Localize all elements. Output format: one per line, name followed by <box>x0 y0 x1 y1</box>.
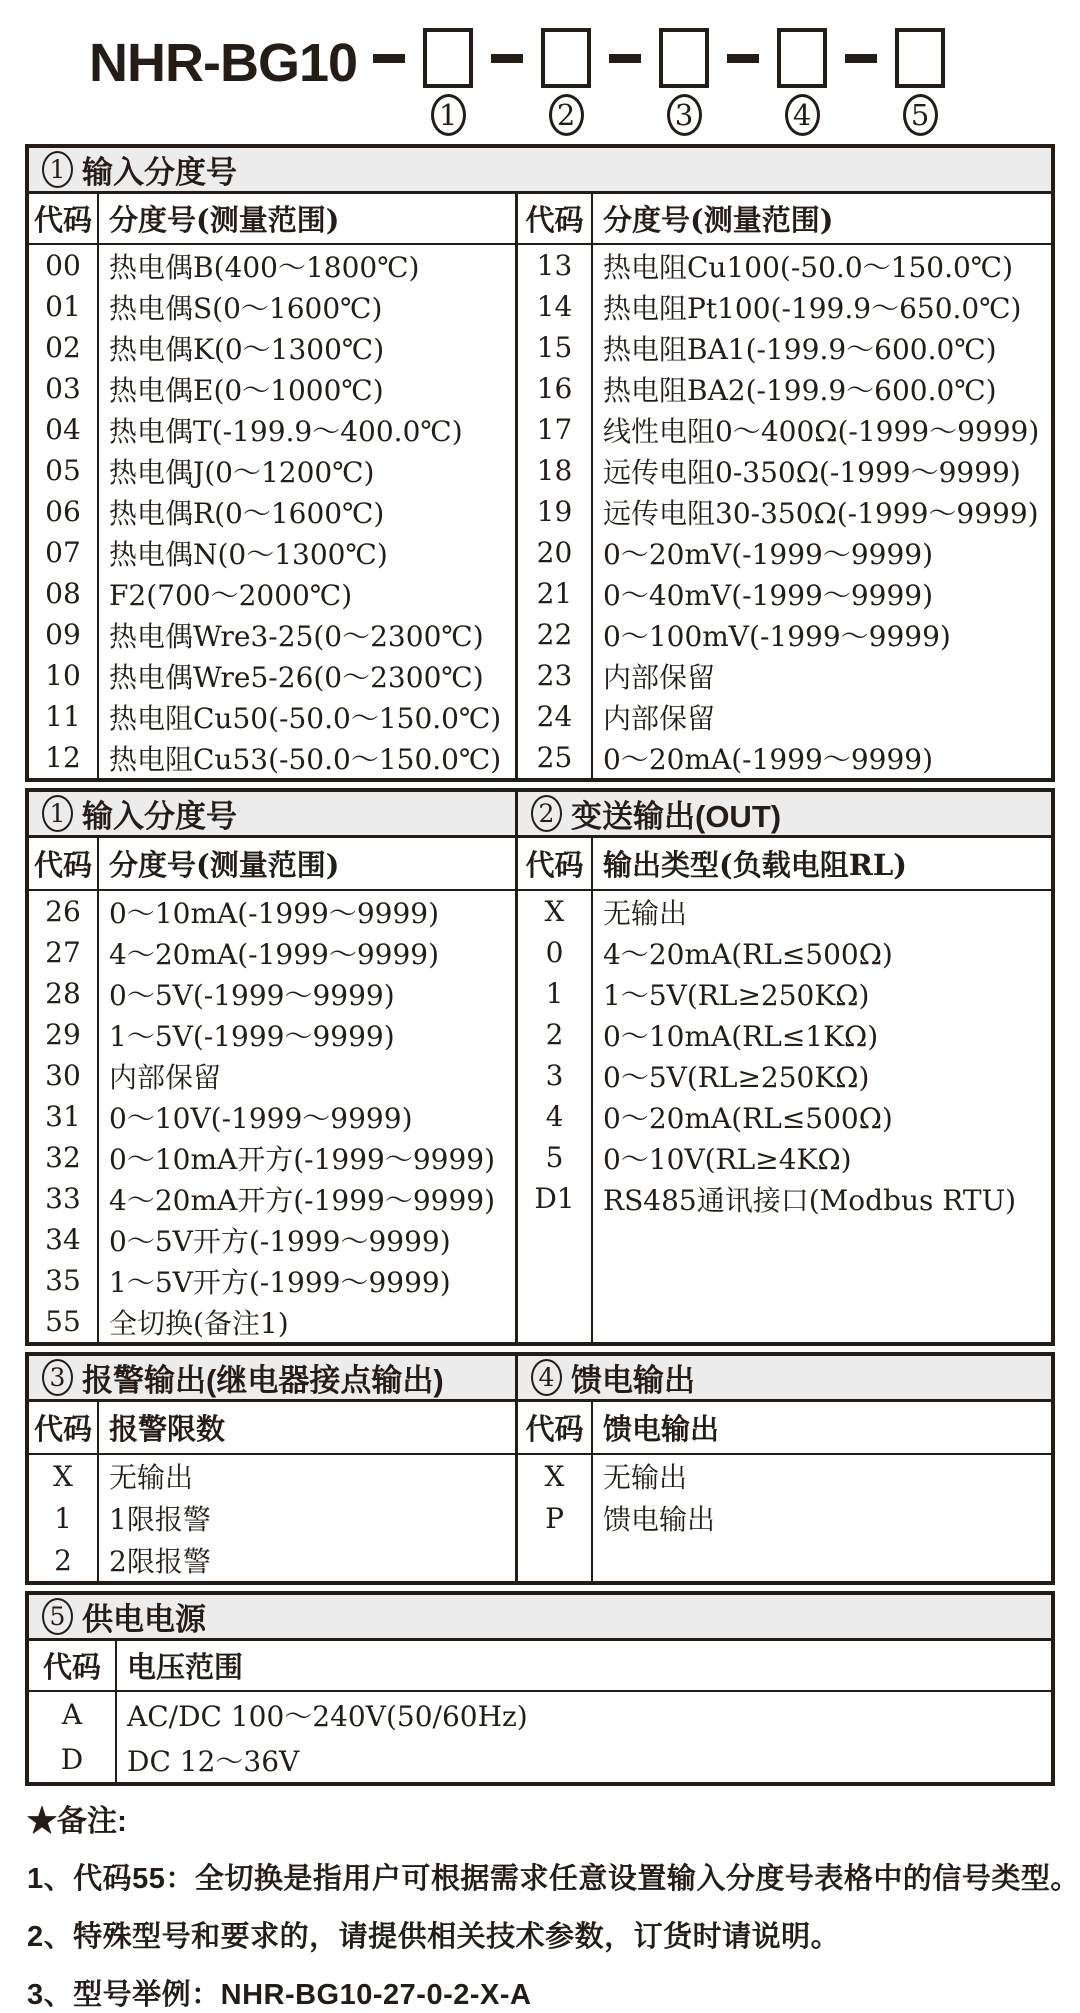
code-column-header: 代码 <box>518 838 593 889</box>
section-input-codes-1 <box>25 144 1055 782</box>
code-column-header: 代码 <box>29 194 99 243</box>
section-1-left-table <box>29 194 518 778</box>
table-row <box>29 286 515 327</box>
model-segment-column <box>421 26 475 136</box>
model-segment-column <box>657 26 711 136</box>
row-desc-cell: 0～10mA(RL≤1KΩ) <box>603 1019 879 1053</box>
row-code-cell: 24 <box>518 696 593 737</box>
table-row <box>29 1455 515 1497</box>
row-code-cell: 14 <box>518 286 593 327</box>
row-code-cell: 03 <box>29 368 99 409</box>
row-desc-cell: 热电偶E(0～1000℃) <box>109 373 384 407</box>
table-row <box>518 891 1051 932</box>
row-code-cell: 28 <box>29 973 99 1014</box>
footnote-item: 2、特殊型号和要求的，请提供相关技术参数，订货时请说明。 <box>27 1921 841 1953</box>
table-row <box>29 1301 515 1342</box>
model-segment-column <box>893 26 947 136</box>
row-desc-cell: 热电阻BA1(-199.9～600.0℃) <box>603 332 997 366</box>
row-desc-cell: 0～20mA(RL≤500Ω) <box>603 1101 893 1135</box>
row-desc-cell: 0～5V(-1999～9999) <box>109 978 395 1012</box>
table-row <box>518 1178 1051 1219</box>
table-row <box>29 932 515 973</box>
table-row <box>518 409 1051 450</box>
table-row <box>29 1219 515 1260</box>
table-row <box>518 1096 1051 1137</box>
row-desc-cell: 线性电阻0～400Ω(-1999～9999) <box>603 414 1040 448</box>
model-segment <box>475 26 593 136</box>
row-code-cell: 27 <box>29 932 99 973</box>
section-alarm-and-feed-output <box>25 1352 1055 1585</box>
circled-4-icon: 4 <box>531 1359 562 1396</box>
row-desc-cell: 0～5V开方(-1999～9999) <box>109 1224 451 1258</box>
table-row <box>518 696 1051 737</box>
row-code-cell: 06 <box>29 491 99 532</box>
row-desc-cell: 0～5V(RL≥250KΩ) <box>603 1060 870 1094</box>
row-code-cell: 34 <box>29 1219 99 1260</box>
table-row <box>518 655 1051 696</box>
row-desc-cell: 热电偶S(0～1600℃) <box>109 291 383 325</box>
empty-code-cell <box>518 1219 593 1342</box>
table-row <box>29 573 515 614</box>
row-code-cell: 07 <box>29 532 99 573</box>
row-desc-cell: F2(700～2000℃) <box>109 578 353 612</box>
section-34-title-bar <box>29 1356 1051 1402</box>
row-code-cell: 5 <box>518 1137 593 1178</box>
table-row <box>29 614 515 655</box>
section-2-right-title <box>518 792 1051 835</box>
row-code-cell: 15 <box>518 327 593 368</box>
row-desc-cell: 远传电阻0-350Ω(-1999～9999) <box>603 455 1021 489</box>
footnotes <box>25 1796 1080 2013</box>
table-row <box>29 368 515 409</box>
row-code-cell: 17 <box>518 409 593 450</box>
empty-filler-row <box>518 1539 1051 1581</box>
table-row <box>29 696 515 737</box>
column-header-row <box>518 194 1051 245</box>
section-2-left-table <box>29 838 518 1342</box>
circled-1-icon: 1 <box>42 151 73 188</box>
row-code-cell: D <box>29 1737 117 1782</box>
row-desc-cell: 0～10mA开方(-1999～9999) <box>109 1142 496 1176</box>
row-code-cell: 55 <box>29 1301 99 1342</box>
section-34-body <box>29 1402 1051 1581</box>
row-desc-cell: 远传电阻30-350Ω(-1999～9999) <box>603 496 1039 530</box>
row-code-cell: A <box>29 1692 117 1737</box>
table-row <box>29 1260 515 1301</box>
code-column-header: 代码 <box>29 1402 99 1453</box>
row-desc-cell: 馈电输出 <box>603 1503 716 1536</box>
row-code-cell: 2 <box>29 1539 99 1581</box>
column-header-row <box>29 838 515 891</box>
table-row <box>518 532 1051 573</box>
row-desc-cell: 内部保留 <box>603 701 716 735</box>
row-desc-cell: 热电阻BA2(-199.9～600.0℃) <box>603 373 997 407</box>
row-code-cell: 18 <box>518 450 593 491</box>
section-1-title <box>29 148 1051 191</box>
row-code-cell: 13 <box>518 245 593 286</box>
table-row <box>29 327 515 368</box>
empty-code-cell <box>518 1539 593 1581</box>
table-row <box>29 409 515 450</box>
row-desc-cell: 全切换(备注1) <box>109 1306 289 1340</box>
row-desc-cell: 0～10V(RL≥4KΩ) <box>603 1142 852 1176</box>
table-row <box>518 368 1051 409</box>
dash-icon <box>609 54 641 63</box>
row-code-cell: 0 <box>518 932 593 973</box>
circled-number-icon: 2 <box>549 94 584 136</box>
row-desc-cell: 热电偶J(0～1200℃) <box>109 455 375 489</box>
model-segment-box <box>895 28 945 88</box>
table-row <box>29 450 515 491</box>
row-code-cell: 05 <box>29 450 99 491</box>
row-code-cell: X <box>29 1455 99 1497</box>
row-code-cell: X <box>518 891 593 932</box>
row-desc-cell: 无输出 <box>603 1461 688 1494</box>
row-code-cell: 33 <box>29 1178 99 1219</box>
column-header-row <box>29 1402 515 1455</box>
column-header-row <box>29 194 515 245</box>
circled-number-icon: 4 <box>785 94 820 136</box>
row-desc-cell: 4～20mA(-1999～9999) <box>109 937 440 971</box>
table-row <box>518 1055 1051 1096</box>
row-desc-cell: 内部保留 <box>603 660 716 694</box>
table-row <box>29 655 515 696</box>
table-row <box>29 1178 515 1219</box>
row-code-cell: 30 <box>29 1055 99 1096</box>
table-row <box>29 891 515 932</box>
section-5-title <box>29 1595 1051 1638</box>
section-5-table <box>29 1641 1051 1782</box>
row-desc-cell: 热电阻Cu53(-50.0～150.0℃) <box>109 742 502 776</box>
section-4-title-text: 馈电输出 <box>571 1363 695 1398</box>
row-code-cell: 2 <box>518 1014 593 1055</box>
section-4-title <box>518 1356 1051 1399</box>
table-row <box>29 532 515 573</box>
model-segment-box <box>423 28 473 88</box>
section-2-left-title-text: 输入分度号 <box>82 799 237 834</box>
table-row <box>29 1497 515 1539</box>
table-row <box>518 450 1051 491</box>
desc-column-header: 输出类型(负载电阻RL) <box>603 848 907 882</box>
row-desc-cell: 0～20mA(-1999～9999) <box>603 742 934 776</box>
row-desc-cell: 热电阻Cu100(-50.0～150.0℃) <box>603 250 1014 284</box>
section-2-left-title <box>29 792 518 835</box>
empty-filler-row <box>518 1219 1051 1342</box>
circled-3-icon: 3 <box>42 1359 73 1396</box>
dash-icon <box>845 54 877 63</box>
footnote-item: 1、代码55：全切换是指用户可根据需求任意设置输入分度号表格中的信号类型。 <box>27 1863 1080 1895</box>
dash-icon <box>727 54 759 63</box>
table-row <box>518 1455 1051 1497</box>
table-row <box>29 1096 515 1137</box>
row-code-cell: 32 <box>29 1137 99 1178</box>
row-code-cell: 11 <box>29 696 99 737</box>
section-2-right-table <box>518 838 1051 1342</box>
column-header-row <box>518 1402 1051 1455</box>
dash-icon <box>373 54 405 63</box>
row-code-cell: 01 <box>29 286 99 327</box>
section-1-title-text: 输入分度号 <box>82 155 237 190</box>
table-row <box>29 973 515 1014</box>
row-desc-cell: 无输出 <box>109 1461 194 1494</box>
desc-column-header: 分度号(测量范围) <box>603 203 834 237</box>
table-row <box>518 573 1051 614</box>
row-code-cell: 19 <box>518 491 593 532</box>
model-segment-box <box>777 28 827 88</box>
table-row <box>29 1055 515 1096</box>
row-code-cell: 35 <box>29 1260 99 1301</box>
row-desc-cell: AC/DC 100～240V(50/60Hz) <box>127 1699 528 1733</box>
section-5-title-text: 供电电源 <box>82 1602 206 1637</box>
section-3-title-text: 报警输出(继电器接点输出) <box>82 1363 444 1398</box>
row-code-cell: P <box>518 1497 593 1539</box>
circled-2-icon: 2 <box>531 795 562 832</box>
row-desc-cell: 热电偶Wre5-26(0～2300℃) <box>109 660 484 694</box>
row-desc-cell: 内部保留 <box>109 1060 222 1094</box>
column-header-row <box>518 838 1051 891</box>
row-code-cell: 04 <box>29 409 99 450</box>
row-desc-cell: RS485通讯接口(Modbus RTU) <box>603 1183 1017 1217</box>
table-row <box>29 491 515 532</box>
row-code-cell: 31 <box>29 1096 99 1137</box>
column-header-row <box>29 1641 1051 1692</box>
table-row <box>29 1692 1051 1737</box>
empty-desc-cell <box>593 1539 1051 1581</box>
row-desc-cell: 4～20mA(RL≤500Ω) <box>603 937 893 971</box>
row-desc-cell: 2限报警 <box>109 1545 211 1578</box>
footnotes-heading: ★备注: <box>27 1805 127 1838</box>
table-row <box>518 327 1051 368</box>
circled-number-icon: 5 <box>903 94 938 136</box>
table-row <box>518 1137 1051 1178</box>
code-column-header: 代码 <box>518 1402 593 1453</box>
row-code-cell: 26 <box>29 891 99 932</box>
row-desc-cell: 热电阻Pt100(-199.9～650.0℃) <box>603 291 1022 325</box>
row-desc-cell: 热电阻Cu50(-50.0～150.0℃) <box>109 701 502 735</box>
table-row <box>29 1539 515 1581</box>
section-2-title-bar <box>29 792 1051 838</box>
row-desc-cell: 无输出 <box>603 896 688 930</box>
row-code-cell: 20 <box>518 532 593 573</box>
row-code-cell: 02 <box>29 327 99 368</box>
desc-column-header: 报警限数 <box>109 1412 226 1446</box>
row-code-cell: 00 <box>29 245 99 286</box>
table-row <box>29 737 515 778</box>
row-desc-cell: 1限报警 <box>109 1503 211 1536</box>
row-desc-cell: 热电偶T(-199.9～400.0℃) <box>109 414 463 448</box>
table-row <box>29 1737 1051 1782</box>
section-2-right-title-text: 变送输出(OUT) <box>571 799 782 834</box>
section-input-codes-2-and-output <box>25 788 1055 1346</box>
section-3-title <box>29 1356 518 1399</box>
table-row <box>518 932 1051 973</box>
table-row <box>518 286 1051 327</box>
row-code-cell: 10 <box>29 655 99 696</box>
code-column-header: 代码 <box>518 194 593 243</box>
table-row <box>518 737 1051 778</box>
section-2-body <box>29 838 1051 1342</box>
code-column-header: 代码 <box>29 1641 117 1690</box>
desc-column-header: 分度号(测量范围) <box>109 203 340 237</box>
section-4-table <box>518 1402 1051 1581</box>
row-desc-cell: 热电偶N(0～1300℃) <box>109 537 388 571</box>
row-code-cell: D1 <box>518 1178 593 1219</box>
row-desc-cell: 1～5V开方(-1999～9999) <box>109 1265 451 1299</box>
row-code-cell: 09 <box>29 614 99 655</box>
table-row <box>518 491 1051 532</box>
footnote-item: 3、型号举例：NHR-BG10-27-0-2-X-A <box>27 1979 532 2011</box>
row-desc-cell: 0～20mV(-1999～9999) <box>603 537 934 571</box>
section-5-body <box>29 1641 1051 1782</box>
row-code-cell: 22 <box>518 614 593 655</box>
model-segment-box <box>659 28 709 88</box>
row-code-cell: 16 <box>518 368 593 409</box>
row-desc-cell: 4～20mA开方(-1999～9999) <box>109 1183 496 1217</box>
row-desc-cell: 0～100mV(-1999～9999) <box>603 619 951 653</box>
model-prefix: NHR-BG10 <box>89 33 358 93</box>
circled-number-icon: 1 <box>431 94 466 136</box>
code-column-header: 代码 <box>29 838 99 889</box>
model-segment-column <box>775 26 829 136</box>
model-segment <box>829 26 947 136</box>
row-code-cell: 1 <box>29 1497 99 1539</box>
row-code-cell: 1 <box>518 973 593 1014</box>
row-desc-cell: 热电偶K(0～1300℃) <box>109 332 385 366</box>
row-desc-cell: 热电偶R(0～1600℃) <box>109 496 385 530</box>
row-code-cell: X <box>518 1455 593 1497</box>
table-row <box>29 1014 515 1055</box>
desc-column-header: 馈电输出 <box>603 1412 720 1446</box>
section-5-title-bar <box>29 1595 1051 1641</box>
row-desc-cell: 热电偶Wre3-25(0～2300℃) <box>109 619 484 653</box>
row-desc-cell: 1～5V(-1999～9999) <box>109 1019 395 1053</box>
row-code-cell: 08 <box>29 573 99 614</box>
row-desc-cell: 0～40mV(-1999～9999) <box>603 578 934 612</box>
section-power-supply <box>25 1591 1055 1786</box>
table-row <box>29 1137 515 1178</box>
desc-column-header: 电压范围 <box>127 1650 244 1684</box>
model-segment <box>593 26 711 136</box>
model-number-line <box>25 26 1055 144</box>
row-code-cell: 25 <box>518 737 593 778</box>
table-row <box>518 1014 1051 1055</box>
row-code-cell: 12 <box>29 737 99 778</box>
row-code-cell: 3 <box>518 1055 593 1096</box>
model-segment <box>357 26 475 136</box>
table-row <box>518 245 1051 286</box>
row-code-cell: 21 <box>518 573 593 614</box>
desc-column-header: 分度号(测量范围) <box>109 848 340 882</box>
dash-icon <box>491 54 523 63</box>
section-1-title-bar <box>29 148 1051 194</box>
table-row <box>518 1497 1051 1539</box>
row-code-cell: 4 <box>518 1096 593 1137</box>
row-code-cell: 29 <box>29 1014 99 1055</box>
table-row <box>518 614 1051 655</box>
circled-number-icon: 3 <box>667 94 702 136</box>
row-desc-cell: 1～5V(RL≥250KΩ) <box>603 978 870 1012</box>
table-row <box>29 245 515 286</box>
section-1-body <box>29 194 1051 778</box>
row-code-cell: 23 <box>518 655 593 696</box>
circled-5-icon: 5 <box>42 1598 73 1635</box>
table-row <box>518 973 1051 1014</box>
row-desc-cell: DC 12～36V <box>127 1744 300 1778</box>
row-desc-cell: 0～10V(-1999～9999) <box>109 1101 413 1135</box>
row-desc-cell: 0～10mA(-1999～9999) <box>109 896 440 930</box>
row-desc-cell: 热电偶B(400～1800℃) <box>109 250 420 284</box>
model-segment-box <box>541 28 591 88</box>
section-1-right-table <box>518 194 1051 778</box>
section-3-table <box>29 1402 518 1581</box>
model-segment-column <box>539 26 593 136</box>
empty-desc-cell <box>593 1219 1051 1342</box>
model-segment <box>711 26 829 136</box>
circled-1-icon: 1 <box>42 795 73 832</box>
